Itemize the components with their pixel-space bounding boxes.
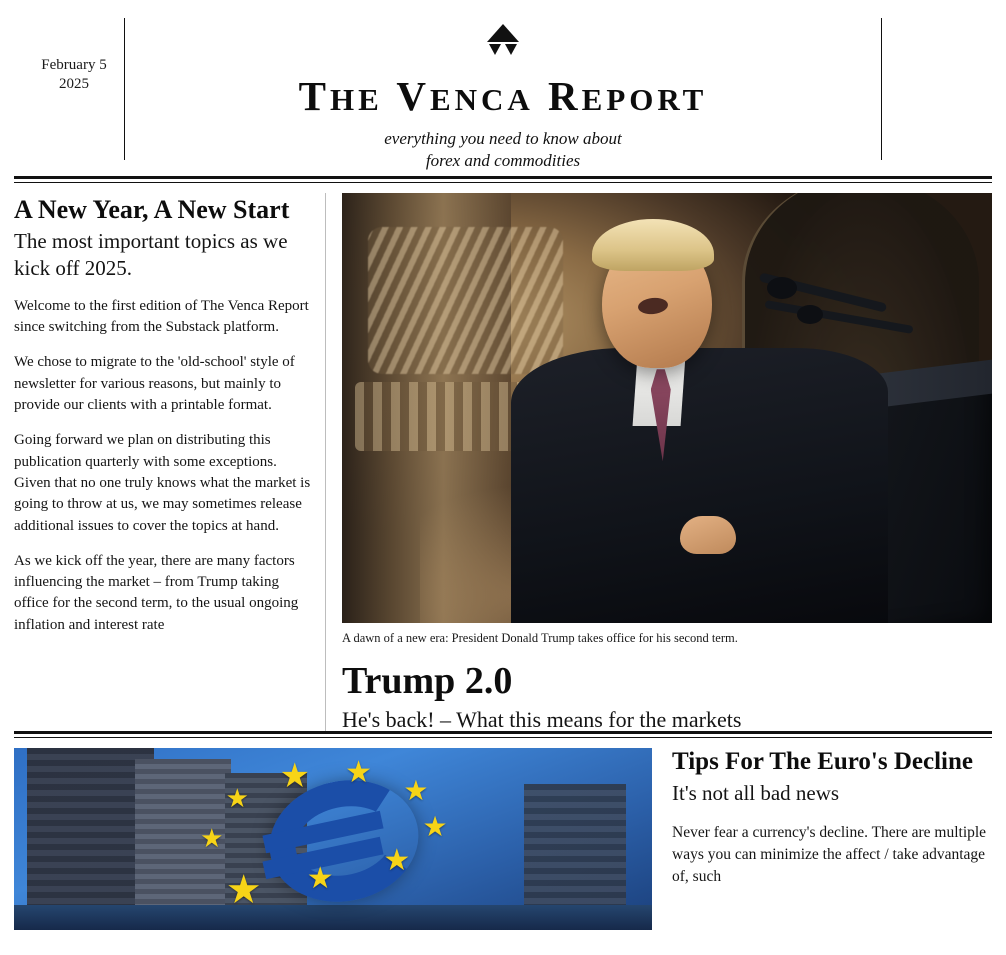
- top-section: [0, 183, 1006, 731]
- trump-deck: He's back! – What this means for the markets: [342, 707, 742, 731]
- lead-headline: A New Year, A New Start: [14, 195, 290, 224]
- page-title: THE VENCA REPORT: [298, 73, 708, 119]
- euro-deck: It's not all bad news: [672, 780, 840, 805]
- masthead-tagline: [384, 128, 621, 172]
- lead-deck: The most important topics as we kick off 2025.: [14, 229, 288, 280]
- lead-paragraph: As we kick off the year, there are many factors influencing the market – from Trump taking office for the second term, to the usual ongoing inflation and interest rate: [14, 552, 299, 633]
- lead-paragraph: Going forward we plan on distributing this publication quarterly with some exceptions. Given that no one truly knows what the market is going to throw at us, we may sometimes release additional issues to cover the topics at hand.: [14, 432, 311, 534]
- issue-date-line2: 2025: [59, 76, 89, 92]
- trump-photo: [342, 193, 992, 623]
- euro-headline: Tips For The Euro's Decline: [672, 748, 973, 775]
- lead-paragraph: Welcome to the first edition of The Venca Report since switching from the Substack platform.: [14, 297, 309, 336]
- euro-photo: [14, 748, 652, 930]
- masthead: [0, 0, 1006, 171]
- lead-photo-column: [326, 193, 992, 731]
- masthead-right-spacer: [882, 10, 982, 168]
- tagline-line2: forex and commodities: [425, 151, 581, 171]
- trump-photo-caption: A dawn of a new era: President Donald Trump takes office for his second term.: [342, 631, 738, 645]
- bottom-section: [0, 738, 1006, 934]
- issue-date-line1: February 5: [41, 57, 107, 74]
- masthead-center: [125, 10, 881, 171]
- euro-article-column: [666, 748, 992, 934]
- lead-paragraph: We chose to migrate to the 'old-school' style of newsletter for various reasons, but mainly to provide our clients with a printable format.: [14, 354, 295, 414]
- issue-date: [24, 10, 124, 168]
- tagline-line1: everything you need to know about: [384, 129, 622, 149]
- euro-photo-column: [14, 748, 666, 934]
- section-rule: [14, 731, 992, 738]
- euro-paragraph: Never fear a currency's decline. There are multiple ways you can minimize the affect / take advantage of, such: [672, 823, 987, 885]
- masthead-rule: [14, 176, 992, 183]
- triangle-logo-icon: [475, 24, 531, 71]
- lead-article-column: [14, 193, 326, 731]
- trump-headline: Trump 2.0: [342, 660, 513, 703]
